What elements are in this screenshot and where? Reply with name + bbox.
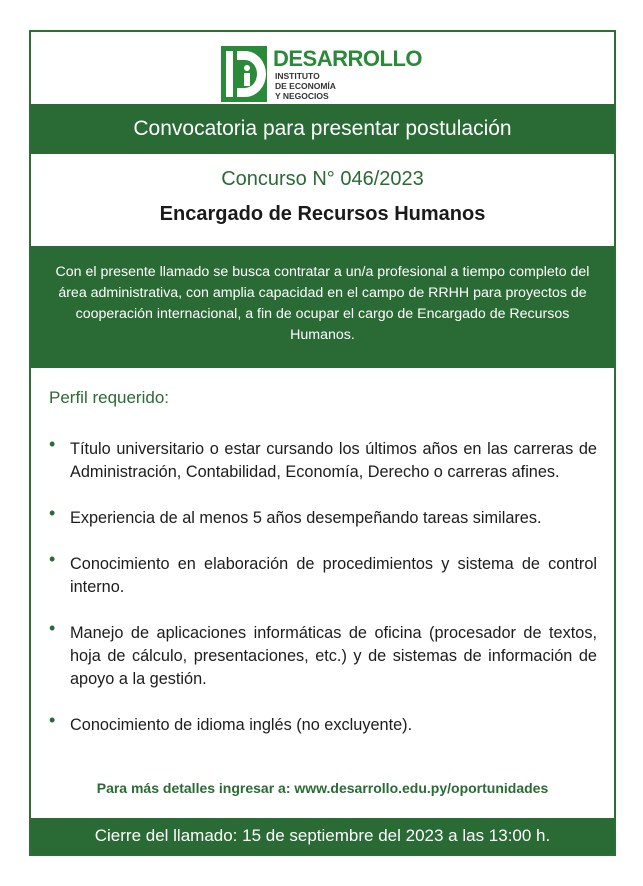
profile-heading: Perfil requerido: [49, 388, 170, 407]
logo-sub-line-1: INSTITUTO [275, 71, 320, 81]
bullet-icon: • [49, 549, 56, 569]
list-item-text: Conocimiento de idioma inglés (no excluyente). [70, 716, 413, 734]
details-link-line: Para más detalles ingresar a: www.desarrollo.edu.py/oportunidades [96, 780, 549, 796]
list-item [45, 618, 597, 691]
intro-band [31, 246, 614, 368]
header-band: Convocatoria para presentar postulación [31, 104, 614, 154]
logo-title: DESARROLLO [273, 46, 422, 71]
bullet-icon: • [49, 618, 56, 638]
bullet-icon: • [49, 503, 56, 523]
bullet-icon: • [49, 710, 56, 730]
logo-subtitle [275, 71, 336, 101]
bullet-icon: • [49, 434, 56, 454]
list-item-text: Experiencia de al menos 5 años desempeñando tareas similares. [70, 509, 542, 527]
list-item [45, 434, 597, 484]
requirements-list [45, 434, 597, 737]
list-item [45, 503, 597, 530]
position-title: Encargado de Recursos Humanos [159, 203, 486, 225]
logo-sub-line-2: DE ECONOMÍA [275, 81, 336, 91]
intro-text: Con el presente llamado se busca contratar a un/a profesional a tiempo completo del área administrativa, con amplia capacidad en el campo de RRHH para proyectos de cooperación internacional, a fin de ocupar el cargo de Encargado de Recursos Humanos. [55, 264, 590, 343]
list-item [45, 710, 597, 737]
deadline-band: Cierre del llamado: 15 de septiembre del 2023 a las 13:00 h. [31, 818, 614, 854]
poster-frame [29, 30, 616, 856]
list-item-text: Conocimiento en elaboración de procedimientos y sistema de control interno. [70, 555, 597, 596]
list-item-text: Manejo de aplicaciones informáticas de oficina (procesador de textos, hoja de cálculo, presentaciones, etc.) y de sistemas de información de apoyo a la gestión. [70, 624, 597, 688]
list-item [45, 549, 597, 599]
logo-mark-icon [221, 46, 267, 102]
desarrollo-logo [221, 46, 431, 102]
list-item-text: Título universitario o estar cursando los últimos años en las carreras de Administración, Contabilidad, Economía, Derecho o carreras afines. [70, 440, 597, 481]
logo-sub-line-3: Y NEGOCIOS [275, 91, 329, 101]
concurso-number: Concurso N° 046/2023 [221, 168, 424, 190]
